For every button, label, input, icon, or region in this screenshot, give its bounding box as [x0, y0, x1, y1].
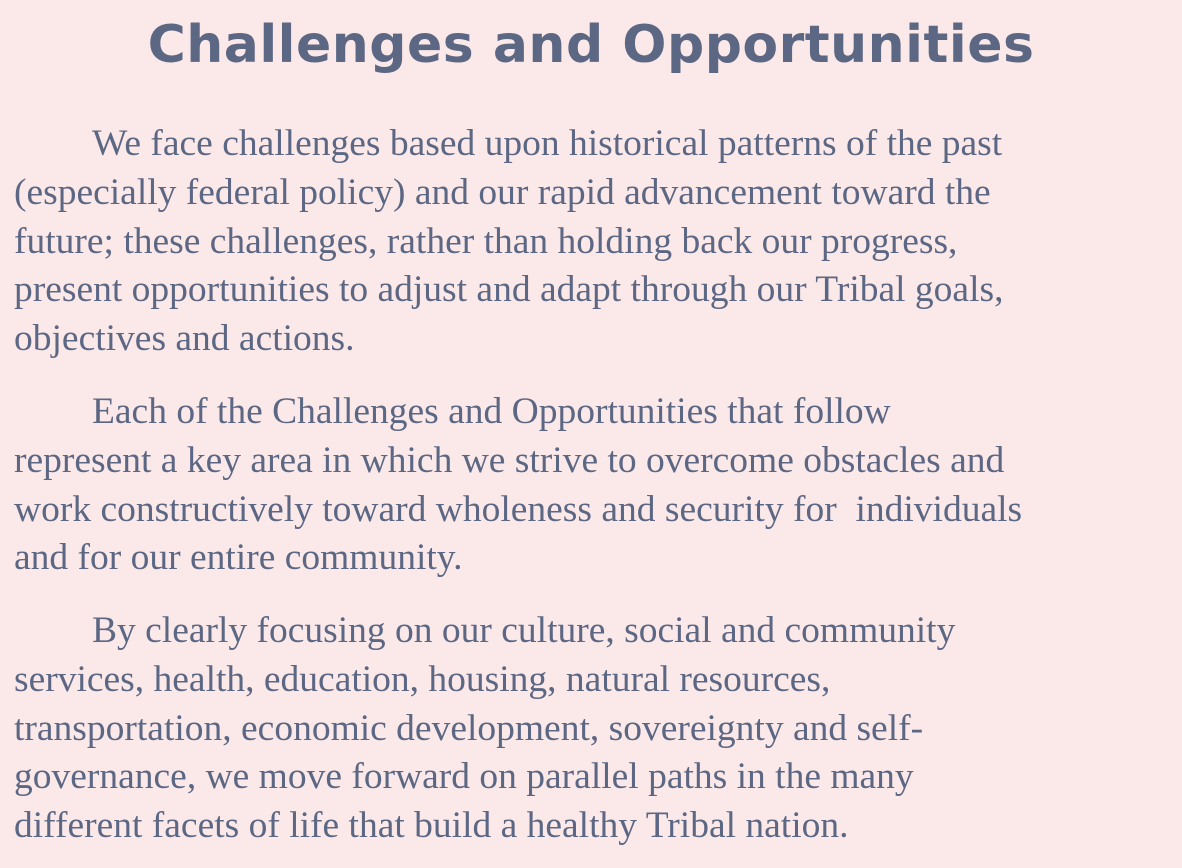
paragraph-line: By clearly focusing on our culture, social and community	[92, 610, 956, 651]
paragraph-line: (especially federal policy) and our rapid advancement toward the	[14, 171, 991, 213]
paragraph-line: objectives and actions.	[14, 318, 355, 360]
page-title: Challenges and Opportunities	[147, 15, 1035, 75]
paragraph-line: transportation, economic development, sovereignty and self-	[14, 707, 924, 749]
paragraph-line: represent a key area in which we strive to overcome obstacles and	[14, 439, 1005, 481]
paragraph-key-areas	[14, 388, 1179, 583]
paragraph-line: We face challenges based upon historical patterns of the past	[92, 123, 1003, 164]
paragraph-line: governance, we move forward on parallel paths in the many	[14, 756, 914, 798]
paragraph-line: different facets of life that build a healthy Tribal nation.	[14, 805, 849, 847]
paragraph-focus-areas	[14, 607, 1179, 851]
paragraph-line: services, health, education, housing, natural resources,	[14, 658, 831, 700]
paragraph-line: work constructively toward wholeness and security for individuals	[14, 488, 1023, 530]
paragraph-line: Each of the Challenges and Opportunities that follow	[92, 391, 891, 432]
paragraph-line: present opportunities to adjust and adapt through our Tribal goals,	[14, 269, 1004, 311]
paragraph-line: and for our entire community.	[14, 537, 463, 579]
paragraph-challenges	[14, 120, 1179, 364]
paragraph-line: future; these challenges, rather than holding back our progress,	[14, 220, 958, 262]
